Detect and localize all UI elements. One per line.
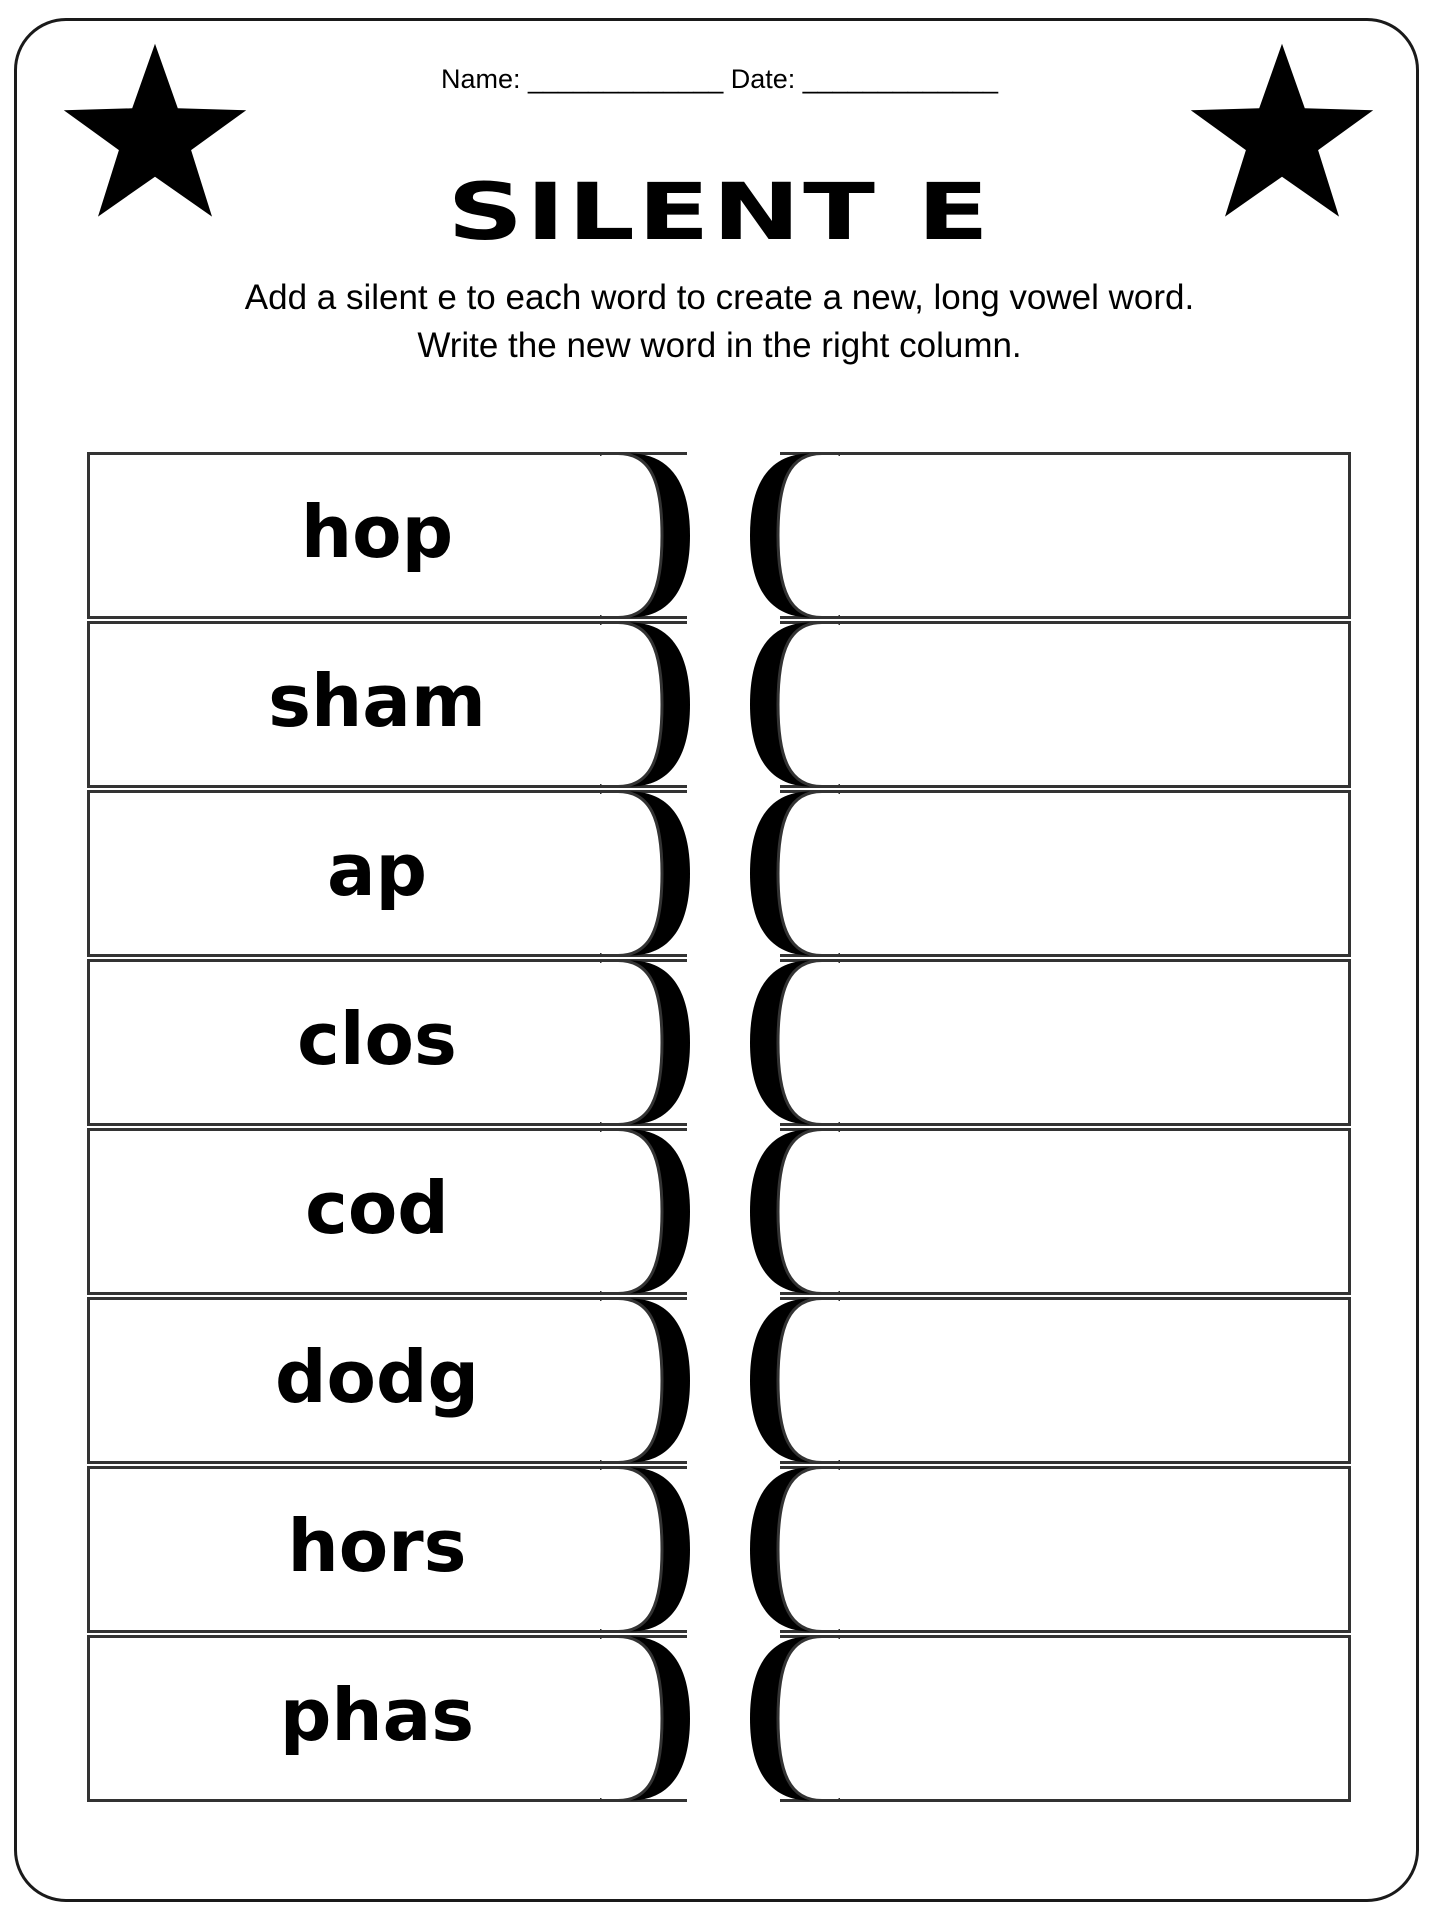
- base-word: ap: [326, 828, 428, 912]
- word-row: [0, 1128, 1439, 1297]
- page-title: SILENT E: [447, 168, 992, 258]
- answer-input[interactable]: [800, 641, 1334, 770]
- name-date-line: Name: _____________ Date: _____________: [441, 64, 998, 94]
- base-word: hop: [300, 490, 454, 574]
- answer-input[interactable]: [800, 1486, 1334, 1615]
- answer-input[interactable]: [800, 1317, 1334, 1446]
- base-word: clos: [297, 997, 457, 1081]
- word-row: [0, 1297, 1439, 1466]
- word-row: [0, 1466, 1439, 1635]
- answer-input[interactable]: [800, 1148, 1334, 1277]
- instructions-line-2: Write the new word in the right column.: [417, 326, 1022, 365]
- base-word: dodg: [274, 1335, 480, 1419]
- base-word: phas: [279, 1673, 475, 1757]
- answer-input[interactable]: [800, 979, 1334, 1108]
- word-row: [0, 1635, 1439, 1804]
- word-row: [0, 621, 1439, 790]
- answer-input[interactable]: [800, 1655, 1334, 1784]
- word-row: [0, 959, 1439, 1128]
- instructions-line-1: Add a silent e to each word to create a new, long vowel word.: [244, 278, 1195, 317]
- answer-input[interactable]: [800, 472, 1334, 601]
- base-word: hors: [287, 1504, 467, 1588]
- word-row: [0, 790, 1439, 959]
- word-row: [0, 452, 1439, 621]
- base-word: sham: [268, 659, 486, 743]
- base-word: cod: [305, 1166, 449, 1250]
- answer-input[interactable]: [800, 810, 1334, 939]
